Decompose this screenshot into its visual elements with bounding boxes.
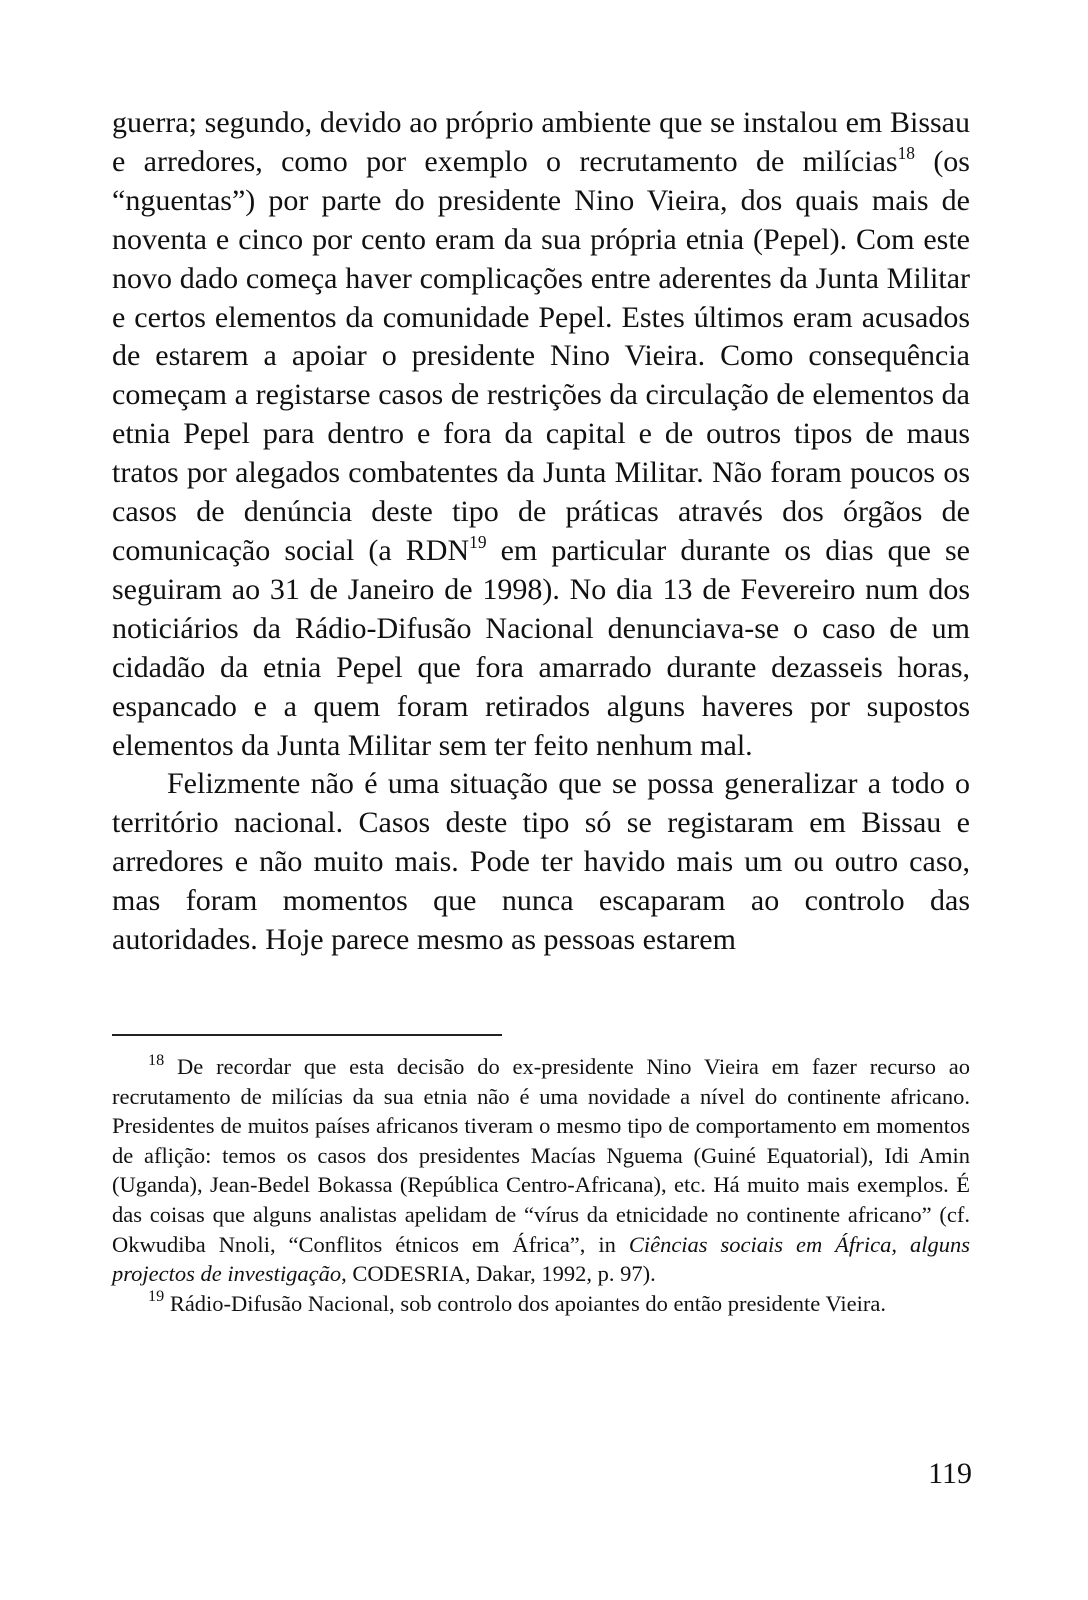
paragraph-1-text-b: (os “nguentas”) por parte do presidente Nino Vieira, dos quais mais de noventa e cinco por cento eram da sua própria etnia (Pepel). Com este novo dado começa haver complicações entre aderentes da Junta Militar e certos elementos da comunidade Pepel. Estes últimos eram acusados de estarem a apoiar o presidente Nino Vieira. Como consequência começam a registarse casos de restrições da circulação de elementos da etnia Pepel para dentro e fora da capital e de outros tipos de maus tratos por alegados combatentes da Junta Militar. Não foram poucos os casos de denúncia deste tipo de práticas através dos órgãos de comunicação social (a RDN	[112, 144, 970, 567]
paragraph-1-text-a: guerra; segundo, devido ao próprio ambiente que se instalou em Bissau e arredores, como por exemplo o recrutamento de milícias	[112, 106, 970, 178]
footnote-19-text: Rádio-Difusão Nacional, sob controlo dos apoiantes do então presidente Vieira.	[164, 1290, 886, 1316]
footnote-ref-18: 18	[897, 143, 915, 164]
paragraph-2: Felizmente não é uma situação que se possa generalizar a todo o território nacional. Casos deste tipo só se registaram em Bissau e arredores e não muito mais. Pode ter havido mais um ou outro caso, mas foram momentos que nunca escaparam ao controlo das autoridades. Hoje parece mesmo as pessoas estarem	[112, 767, 970, 957]
footnote-ref-19: 19	[469, 532, 487, 553]
page-number: 119	[928, 1457, 972, 1490]
footnote-18-text-b: , CODESRIA, Dakar, 1992, p. 97).	[341, 1261, 656, 1287]
footnote-divider	[112, 1034, 502, 1036]
main-text	[112, 104, 970, 960]
footnote-number-19: 19	[148, 1287, 165, 1306]
paragraph-1	[112, 104, 970, 765]
footnote-18	[112, 1052, 970, 1289]
footnotes	[112, 1052, 970, 1318]
footnote-18-text-a: De recordar que esta decisão do ex-presidente Nino Vieira em fazer recurso ao recrutamento de milícias da sua etnia não é uma novidade a nível do continente africano. Presidentes de muitos países africanos tiveram o mesmo tipo de comportamento em momentos de aflição: temos os casos dos presidentes Macías Nguema (Guiné Equatorial), Idi Amin (Uganda), Jean-Bedel Bokassa (República Centro-Africana), etc. Há muito mais exemplos. É das coisas que alguns analistas apelidam de “vírus da etnicidade no continente africano” (cf. Okwudiba Nnoli, “Conflitos étnicos em África”, in	[112, 1054, 970, 1257]
footnote-19	[112, 1289, 970, 1319]
footnote-number-18: 18	[148, 1050, 165, 1069]
footnote-18-title: Ciências sociais em África, alguns projectos de investigação	[112, 1231, 970, 1287]
paragraph-1-text-c: em particular durante os dias que se seguiram ao 31 de Janeiro de 1998). No dia 13 de Fevereiro num dos noticiários da Rádio-Difusão Nacional denunciava-se o caso de um cidadão da etnia Pepel que fora amarrado durante dezasseis horas, espancado e a quem foram retirados alguns haveres por supostos elementos da Junta Militar sem ter feito nenhum mal.	[112, 533, 970, 762]
